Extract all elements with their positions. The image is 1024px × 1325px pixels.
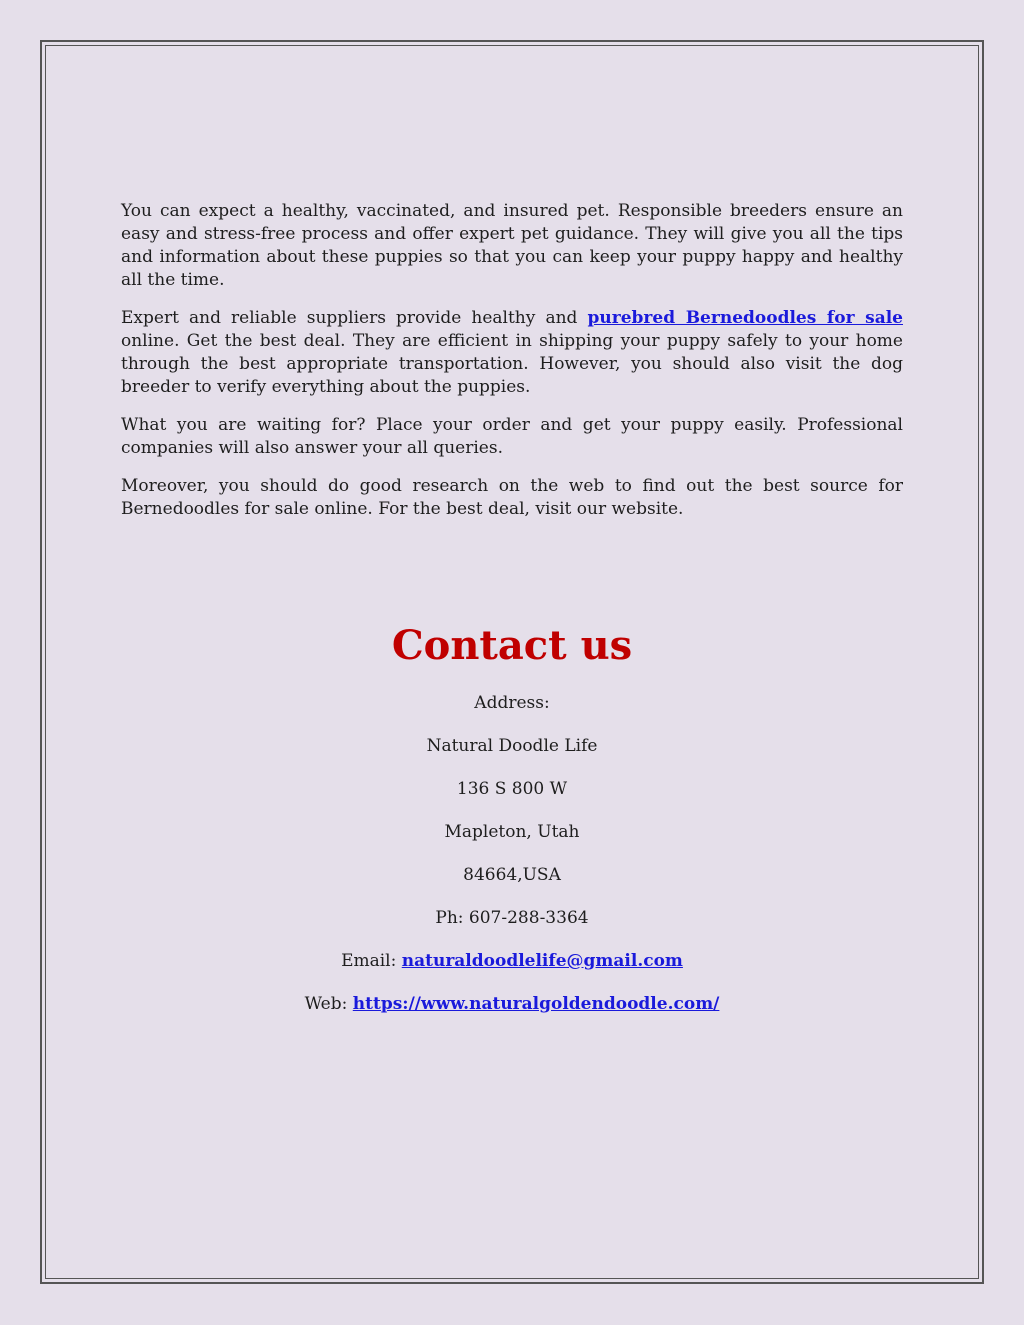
contact-section <box>0 618 1024 1036</box>
paragraph-2 <box>121 307 903 399</box>
website-link[interactable]: https://www.naturalgoldendoodle.com/ <box>352 994 720 1014</box>
company-name: Natural Doodle Life <box>426 736 598 756</box>
paragraph-2-text-start: Expert and reliable suppliers provide healthy and <box>121 308 588 328</box>
zip-country: 84664,USA <box>463 865 561 885</box>
web-label: Web: <box>304 994 353 1014</box>
paragraph-3-text: What you are waiting for? Place your order and get your puppy easily. Professional companies will also answer your all queries. <box>121 415 903 458</box>
paragraph-4 <box>121 475 903 521</box>
email-link[interactable]: naturaldoodlelife@gmail.com <box>401 951 683 971</box>
paragraph-3 <box>121 414 903 460</box>
paragraph-1-text: You can expect a healthy, vaccinated, and insured pet. Responsible breeders ensure an easy and stress-free process and offer expert pet guidance. They will give you all the tips and information about these puppies so that you can keep your puppy happy and healthy all the time. <box>121 201 903 290</box>
phone-number: Ph: 607-288-3364 <box>435 908 589 928</box>
email-label: Email: <box>341 951 402 971</box>
body-text <box>121 200 903 536</box>
contact-title: Contact us <box>391 622 633 669</box>
address-label: Address: <box>474 693 550 713</box>
purebred-bernedoodles-link[interactable]: purebred Bernedoodles for sale <box>587 308 903 328</box>
street-address: 136 S 800 W <box>456 779 568 799</box>
web-line <box>0 993 1024 1016</box>
paragraph-1 <box>121 200 903 292</box>
city-state: Mapleton, Utah <box>444 822 580 842</box>
email-line <box>0 950 1024 973</box>
paragraph-4-text: Moreover, you should do good research on the web to find out the best source for Bernedoodles for sale online. For the best deal, visit our website. <box>121 476 903 519</box>
paragraph-2-text-end: online. Get the best deal. They are efficient in shipping your puppy safely to your home through the best appropriate transportation. However, you should also visit the dog breeder to verify everything about the puppies. <box>121 331 903 397</box>
